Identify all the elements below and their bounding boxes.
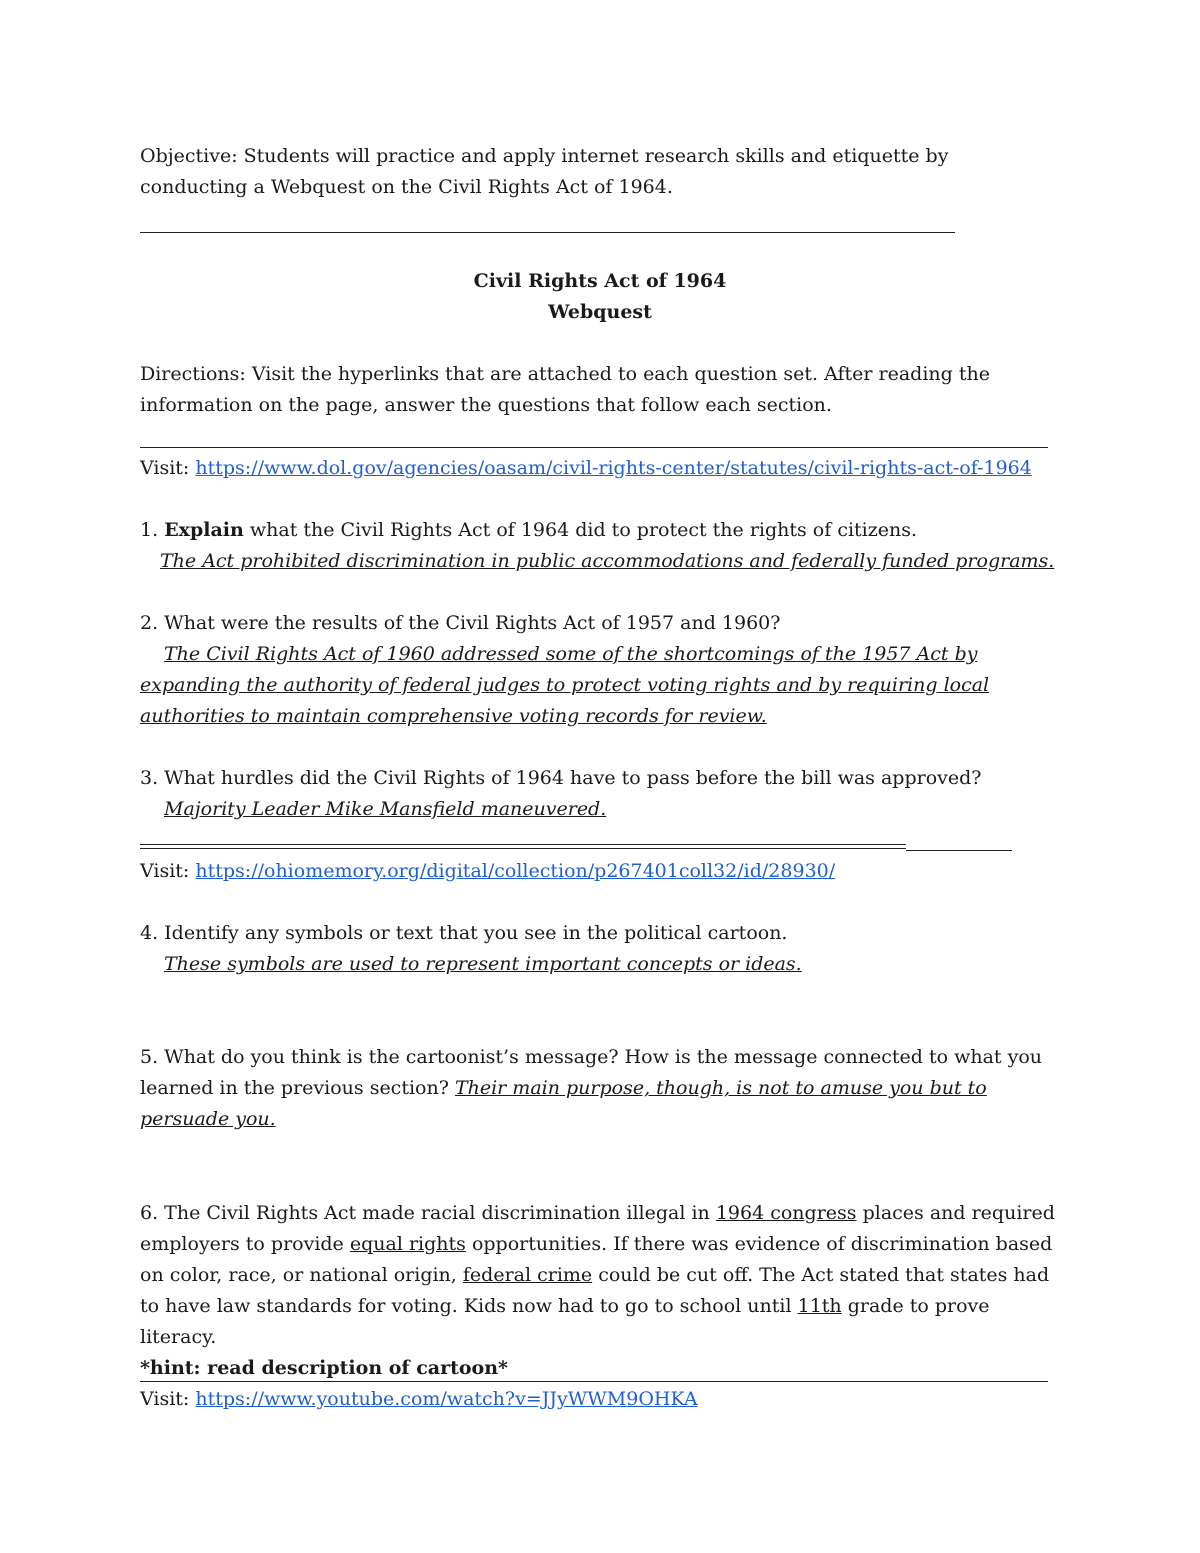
question-1-keyword: Explain bbox=[164, 519, 244, 541]
directions-text: Directions: Visit the hyperlinks that are attached to each question set. After reading the information on the page, answer the questions that follow each section. bbox=[140, 363, 990, 416]
blank-answer: 11th bbox=[797, 1295, 842, 1317]
divider bbox=[140, 844, 906, 849]
dol-link[interactable]: https://www.dol.gov/agencies/oasam/civil-rights-center/statutes/civil-rights-act-of-1964 bbox=[195, 457, 1032, 479]
divider bbox=[140, 1381, 1048, 1382]
answer-5: Their main purpose, though, is not to amuse you but to persuade you. bbox=[140, 1077, 987, 1130]
divider bbox=[140, 447, 1048, 448]
question-2: 2. What were the results of the Civil Rights Act of 1957 and 1960? bbox=[140, 612, 781, 634]
hint-text: *hint: read description of cartoon* bbox=[140, 1357, 508, 1379]
question-6: 6. The Civil Rights Act made racial discrimination illegal in 1964 congress places and required employers to provide equal rights opportunities. If there was evidence of discrimination based on color, race, or national origin, federal crime could be cut off. The Act stated that states had to have law standards for voting. Kids now had to go to school until 11th grade to prove literacy. *hint: read description of cartoon* bbox=[140, 1202, 1055, 1379]
question-5: 5. What do you think is the cartoonist’s message? How is the message connected to what you learned in the previous section? Their main purpose, though, is not to amuse you but to persuade you. bbox=[140, 1046, 1043, 1130]
visit-line-1 bbox=[140, 453, 1032, 484]
answer-4: These symbols are used to represent important concepts or ideas. bbox=[164, 953, 802, 975]
divider bbox=[140, 232, 955, 233]
divider bbox=[906, 850, 1012, 851]
visit-label: Visit: bbox=[140, 457, 190, 479]
visit-label: Visit: bbox=[140, 860, 190, 882]
blank-answer: equal rights bbox=[349, 1233, 466, 1255]
question-4: 4. Identify any symbols or text that you see in the political cartoon. bbox=[140, 922, 788, 944]
answer-1: The Act prohibited discrimination in public accommodations and federally funded programs. bbox=[160, 550, 1055, 572]
question-1: 1. Explain what the Civil Rights Act of 1964 did to protect the rights of citizens. bbox=[140, 519, 918, 541]
answer-3: Majority Leader Mike Mansfield maneuvered. bbox=[164, 798, 607, 820]
question-3: 3. What hurdles did the Civil Rights of 1964 have to pass before the bill was approved? bbox=[140, 767, 982, 789]
blank-answer: 1964 congress bbox=[715, 1202, 857, 1224]
page-title: Civil Rights Act of 1964 bbox=[473, 270, 727, 292]
blank-answer: federal crime bbox=[462, 1264, 593, 1286]
objective-text: Objective: Students will practice and apply internet research skills and etiquette by conducting a Webquest on the Civil Rights Act of 1964. bbox=[140, 145, 949, 198]
visit-line-3 bbox=[140, 1384, 698, 1415]
answer-2: The Civil Rights Act of 1960 addressed some of the shortcomings of the 1957 Act by expanding the authority of federal judges to protect voting rights and by requiring local authorities to maintain comprehensive voting records for review. bbox=[140, 643, 990, 727]
youtube-link[interactable]: https://www.youtube.com/watch?v=JJyWWM9OHKA bbox=[195, 1388, 698, 1410]
ohiomemory-link[interactable]: https://ohiomemory.org/digital/collection/p267401coll32/id/28930/ bbox=[195, 860, 836, 882]
visit-line-2 bbox=[140, 856, 835, 887]
page-subtitle: Webquest bbox=[548, 301, 652, 323]
visit-label: Visit: bbox=[140, 1388, 190, 1410]
